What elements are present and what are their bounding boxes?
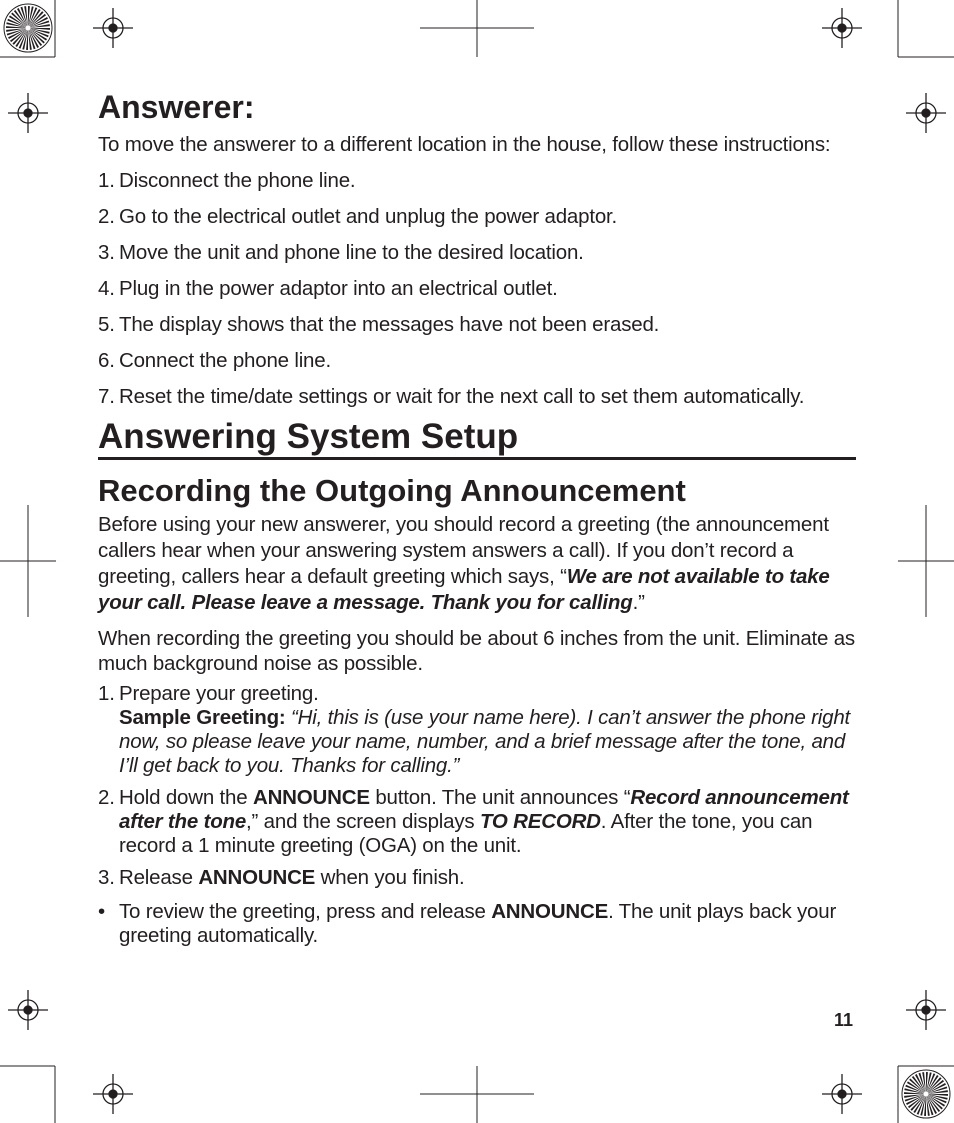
answerer-step	[98, 349, 858, 373]
answerer-step	[98, 169, 858, 193]
section-title: Answering System Setup	[98, 417, 856, 460]
recording-step-1	[98, 682, 858, 778]
intro-end: .”	[632, 591, 645, 615]
answerer-heading: Answerer:	[98, 89, 255, 125]
step-number: 6.	[98, 349, 115, 373]
intro-text: Before using your new answerer, you should record a greeting (the announcement callers hear when your answering system answers a call). If you don’t record a greeting, callers hear a default greeting which says, “	[98, 513, 829, 589]
step-text: To review the greeting, press and release	[119, 900, 492, 924]
answerer-steps-list	[98, 169, 858, 409]
step-text: Reset the time/date settings or wait for the next call to set them automatically.	[119, 385, 805, 409]
step-text: ,” and the screen displays	[246, 810, 480, 834]
recording-step-3	[98, 866, 858, 890]
recording-tip: When recording the greeting you should be about 6 inches from the unit. Eliminate as much background noise as possible.	[98, 627, 855, 676]
announce-key-label: ANNOUNCE	[491, 900, 609, 924]
page-number: 11	[834, 1010, 854, 1030]
answerer-step	[98, 277, 858, 301]
announce-key-label: ANNOUNCE	[252, 786, 370, 810]
recording-step-2	[98, 786, 858, 858]
page-content	[98, 90, 858, 948]
answerer-step	[98, 205, 858, 229]
step-number: 3.	[98, 866, 115, 890]
step-text: Go to the electrical outlet and unplug the power adaptor.	[119, 205, 618, 229]
recording-steps-list	[98, 682, 858, 948]
sample-greeting-text: “Hi, this is (use your name here). I can’t answer the phone right now, so please leave your name, number, and a brief message after the tone, and I’ll get back to you. Thanks for calling.”	[119, 706, 851, 778]
step-number: 7.	[98, 385, 115, 409]
step-text: Release	[119, 866, 199, 890]
step-text: Disconnect the phone line.	[119, 169, 356, 193]
bullet-mark: •	[98, 900, 105, 924]
step-number: 2.	[98, 786, 115, 810]
answerer-step	[98, 313, 858, 337]
step-number: 3.	[98, 241, 115, 265]
sample-greeting-label: Sample Greeting:	[119, 706, 286, 730]
step-text: The display shows that the messages have not been erased.	[119, 313, 660, 337]
review-bullet	[98, 900, 858, 948]
step-text: Prepare your greeting.	[119, 682, 319, 706]
step-number: 2.	[98, 205, 115, 229]
step-text: Connect the phone line.	[119, 349, 331, 373]
step-text: Move the unit and phone line to the desired location.	[119, 241, 584, 265]
answerer-step	[98, 241, 858, 265]
step-text: . After the tone, you can record a 1 minute greeting (OGA) on the unit.	[119, 810, 813, 858]
step-text: button. The unit announces “	[369, 786, 631, 810]
step-text: Plug in the power adaptor into an electrical outlet.	[119, 277, 558, 301]
step-text: when you finish.	[315, 866, 465, 890]
announce-key-label: ANNOUNCE	[198, 866, 316, 890]
step-number: 5.	[98, 313, 115, 337]
answerer-intro: To move the answerer to a different location in the house, follow these instructions:	[98, 133, 831, 157]
step-number: 1.	[98, 682, 115, 706]
answerer-step	[98, 385, 858, 409]
step-text: Hold down the	[119, 786, 253, 810]
voice-prompt-text: Record announcement after the tone	[119, 786, 849, 834]
screen-display-text: TO RECORD	[479, 810, 601, 834]
intro-paragraph	[98, 512, 858, 616]
step-number: 1.	[98, 169, 115, 193]
subsection-title: Recording the Outgoing Announcement	[98, 473, 686, 509]
step-text: . The unit plays back your greeting automatically.	[119, 900, 837, 948]
step-number: 4.	[98, 277, 115, 301]
default-greeting-quote: We are not available to take your call. Please leave a message. Thank you for calling	[98, 565, 830, 615]
